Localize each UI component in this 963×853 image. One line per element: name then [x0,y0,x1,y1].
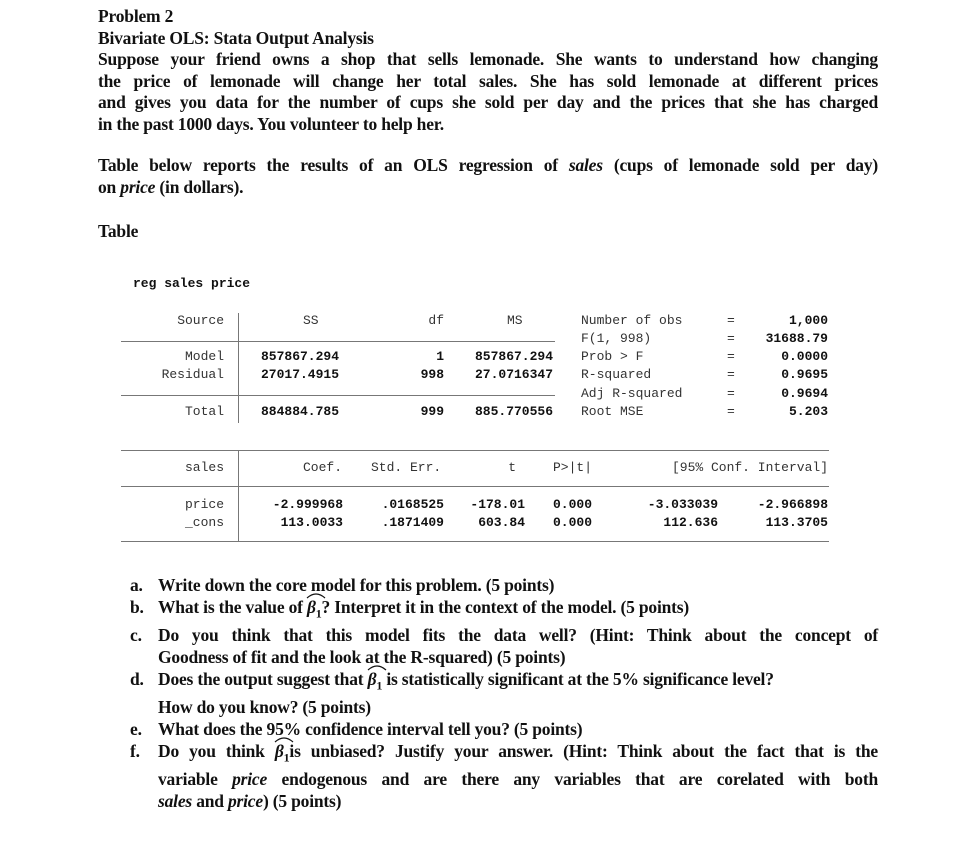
stat-eq: = [727,313,735,328]
problem-title: Problem 2 [98,6,174,26]
question-f [98,741,878,813]
stat-eq: = [727,404,735,419]
anova-source: Total [184,404,224,419]
question-text: How do you know? (5 points) [158,696,371,717]
coef-value: 113.0033 [280,515,343,530]
problem-subtitle: Bivariate OLS: Stata Output Analysis [98,28,374,48]
anova-header-ss: SS [303,313,319,328]
question-b [98,597,878,625]
beta-hat-symbol: $\beta_1$ [275,741,290,769]
question-text: What does the 95% confidence interval tell you? (5 points) [158,718,583,739]
coef-ci-low: 112.636 [663,515,718,530]
question-text: Do you think that this model fits the data well? (Hint: Think about the concept of [158,625,878,646]
anova-df: 999 [420,404,444,419]
anova-ss: 857867.294 [261,349,340,364]
table-label: Table [98,221,139,241]
question-label: a. [130,575,143,595]
coef-p: 0.000 [553,515,593,530]
intro-paragraph [98,49,878,135]
coef-header-t: t [508,460,516,475]
question-text: Does the output suggest that $\beta_1$ is statistically significant at the 5% significance level? [158,669,878,697]
stata-command: reg sales price [133,276,251,291]
stat-value: 31688.79 [765,331,828,346]
question-text: variable price endogenous and are there any variables that are corelated with both [158,768,878,789]
coef-var: price [184,497,224,512]
coef-ci-high: -2.966898 [757,497,828,512]
coef-header-se: Std. Err. [371,460,442,475]
anova-df: 1 [436,349,444,364]
intro-line: and gives you data for the number of cups she sold per day and the prices that she has charged [98,92,878,113]
table-divider [121,341,555,342]
stat-eq: = [727,386,735,401]
beta-hat-symbol: $\beta_1$ [368,669,383,697]
coef-se: .0168525 [381,497,444,512]
coef-se: .1871409 [381,515,444,530]
stat-value: 0.9694 [781,386,828,401]
stat-eq: = [727,349,735,364]
coef-var: _cons [184,515,224,530]
question-text: Goodness of fit and the look at the R-squared) (5 points) [158,646,566,667]
coef-header-p: P>|t| [553,460,593,475]
anova-df: 998 [420,367,444,382]
anova-header-ms: MS [507,313,523,328]
question-d [98,669,878,719]
stat-label: Root MSE [581,404,644,419]
stat-value: 0.9695 [781,367,828,382]
anova-ss: 27017.4915 [261,367,340,382]
table-divider [121,541,829,542]
question-e [98,719,878,741]
intro-line: in the past 1000 days. You volunteer to help her. [98,113,444,134]
table-divider-vertical [238,450,239,541]
coef-t: -178.01 [470,497,525,512]
intro-line: the price of lemonade will change her total sales. She has sold lemonade at different prices [98,70,878,91]
question-text: What is the value of $\beta_1$? Interpret it in the context of the model. (5 points) [158,597,878,625]
description-line: Table below reports the results of an OLS regression of sales (cups of lemonade sold per day) [98,155,879,175]
anova-ms: 885.770556 [474,404,553,419]
anova-ms: 857867.294 [474,349,553,364]
anova-ss: 884884.785 [261,404,340,419]
question-label: e. [130,718,142,739]
coef-p: 0.000 [553,497,593,512]
coef-value: -2.999968 [272,497,343,512]
table-divider-vertical [238,313,239,423]
coef-header-ci: [95% Conf. Interval] [671,460,828,475]
question-a [98,575,878,597]
intro-line: Suppose your friend owns a shop that sells lemonade. She wants to understand how changing [98,49,878,69]
coef-ci-low: -3.033039 [647,497,718,512]
question-text: sales and price) (5 points) [158,790,342,811]
stat-label: F(1, 998) [581,331,652,346]
question-text: Do you think $\beta_1is$ unbiased? Justify your answer. (Hint: Think about the fact that is the [158,741,878,769]
table-divider [121,486,829,487]
question-c [98,625,878,669]
question-text: Write down the core model for this problem. (5 points) [158,575,555,595]
table-divider [121,450,829,451]
question-label: d. [130,668,144,689]
stat-label: Prob > F [581,349,644,364]
anova-source: Model [184,349,224,364]
stat-eq: = [727,331,735,346]
stat-value: 1,000 [788,313,828,328]
table-description [98,155,878,198]
coef-header-coef: Coef. [302,460,342,475]
stat-value: 0.0000 [781,349,828,364]
question-label: f. [130,740,140,761]
description-line: on price (in dollars). [98,176,244,197]
stat-label: Number of obs [581,313,683,328]
stat-eq: = [727,367,735,382]
question-list [98,575,878,812]
stat-value: 5.203 [788,404,828,419]
coef-header-depvar: sales [184,460,224,475]
coef-ci-high: 113.3705 [765,515,828,530]
question-label: c. [130,625,142,646]
beta-hat-symbol: $\beta_1$ [307,597,322,625]
question-label: b. [130,596,144,617]
anova-header-source: Source [177,313,224,328]
anova-ms: 27.0716347 [474,367,553,382]
coef-t: 603.84 [478,515,525,530]
stat-label: R-squared [581,367,652,382]
anova-header-df: df [428,313,444,328]
stat-label: Adj R-squared [581,386,683,401]
table-divider [121,395,555,396]
anova-source: Residual [161,367,224,382]
